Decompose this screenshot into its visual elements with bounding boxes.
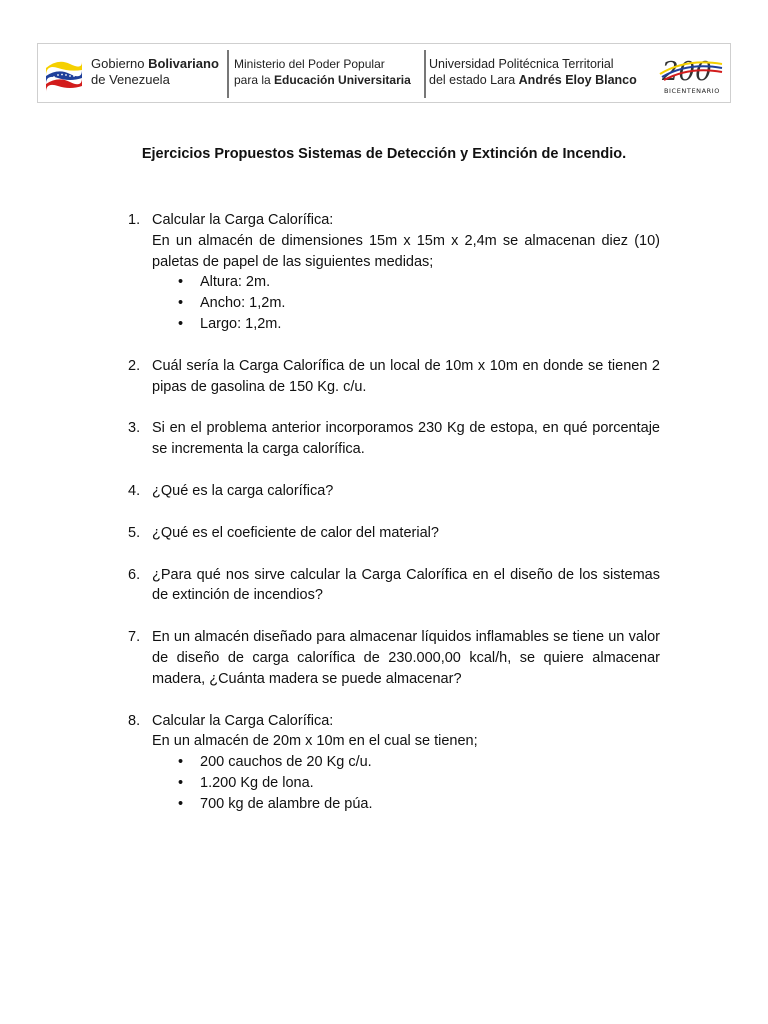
- list-item: • Largo: 1,2m.: [178, 315, 282, 332]
- exercise-list: [128, 210, 660, 815]
- header-divider: [424, 50, 426, 98]
- ministry-name: Ministerio del Poder Popular para la Educación Universitaria: [234, 57, 411, 87]
- exercise-item: [128, 523, 660, 544]
- exercise-item: [128, 210, 660, 335]
- bullet-list: [152, 272, 660, 334]
- university-name: Universidad Politécnica Territorial del estado Lara Andrés Eloy Blanco: [429, 57, 637, 87]
- exercise-item: [128, 481, 660, 502]
- government-name: Gobierno Bolivariano de Venezuela: [91, 56, 219, 87]
- exercise-item: [128, 711, 660, 815]
- bicentenario-logo: [656, 50, 728, 98]
- exercise-item: [128, 418, 660, 460]
- exercise-text: En un almacén diseñado para almacenar líquidos inflamables se tiene un valor de diseño de carga calorífica de 230.000,00 kcal/h, se quiere almacenar madera, ¿Cuánta madera se puede almacenar?: [152, 629, 660, 687]
- exercise-text: ¿Qué es el coeficiente de calor del material?: [152, 524, 439, 541]
- list-item: • 1.200 Kg de lona.: [178, 774, 314, 791]
- exercise-number: 7.: [128, 629, 141, 646]
- exercise-number: 2.: [128, 357, 141, 374]
- exercise-number: 4.: [128, 482, 141, 499]
- list-item: • Altura: 2m.: [178, 274, 271, 291]
- exercise-number: 1.: [128, 212, 141, 228]
- list-item: • Ancho: 1,2m.: [178, 295, 286, 312]
- exercise-text: Calcular la Carga Calorífica:: [152, 212, 334, 228]
- exercise-number: 3.: [128, 420, 141, 437]
- list-item: • 700 kg de alambre de púa.: [178, 795, 373, 812]
- exercise-text: Calcular la Carga Calorífica:: [152, 712, 334, 729]
- exercise-item: [128, 627, 660, 689]
- exercise-text: ¿Qué es la carga calorífica?: [152, 482, 334, 499]
- bicentenario-number: 200: [662, 57, 712, 87]
- header-divider: [227, 50, 229, 98]
- document-title: Ejercicios Propuestos Sistemas de Detección y Extinción de Incendio.: [141, 146, 627, 162]
- header-banner: [37, 43, 731, 103]
- exercise-number: 8.: [128, 712, 141, 729]
- venezuela-flag-icon: [44, 56, 84, 92]
- exercise-item: [128, 565, 660, 607]
- exercise-text: Si en el problema anterior incorporamos 230 Kg de estopa, en qué porcentaje se incrementa la carga calorífica.: [152, 420, 660, 458]
- exercise-text: En un almacén de 20m x 10m en el cual se tienen;: [152, 733, 478, 750]
- exercise-number: 5.: [128, 524, 141, 541]
- exercise-text: Cuál sería la Carga Calorífica de un local de 10m x 10m en donde se tienen 2 pipas de gasolina de 150 Kg. c/u.: [152, 357, 660, 395]
- bicentenario-caption: BICENTENARIO: [663, 87, 721, 95]
- exercise-item: [128, 356, 660, 398]
- exercise-text: ¿Para qué nos sirve calcular la Carga Calorífica en el diseño de los sistemas de extinción de incendios?: [152, 566, 660, 604]
- list-item: • 200 cauchos de 20 Kg c/u.: [178, 754, 372, 771]
- exercise-number: 6.: [128, 566, 141, 583]
- bullet-list: [152, 752, 660, 814]
- exercise-text: En un almacén de dimensiones 15m x 15m x 2,4m se almacenan diez (10) paletas de papel de las siguientes medidas;: [152, 232, 660, 270]
